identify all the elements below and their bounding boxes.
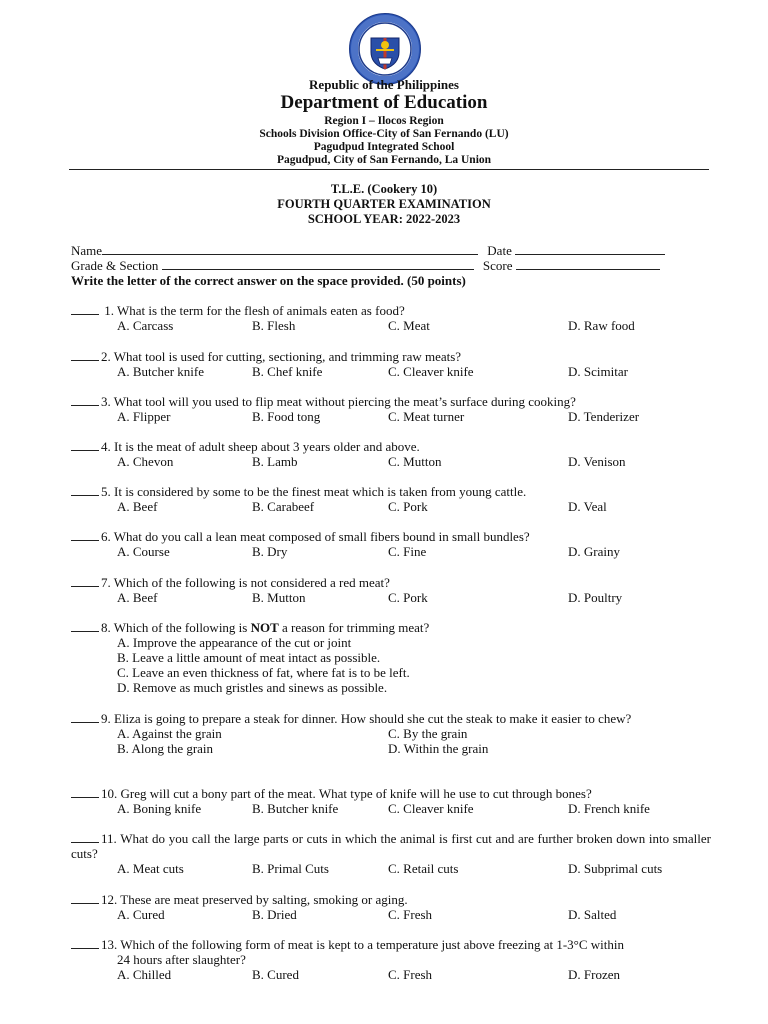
option-b: B. Dry: [252, 544, 288, 559]
answer-blank[interactable]: [71, 529, 99, 541]
question-12: 12. These are meat preserved by salting, smoking or aging. A. Cured B. Dried C. Fresh D. Salted: [71, 892, 711, 922]
option-a: A. Meat cuts: [117, 861, 184, 876]
school-line: Pagudpud Integrated School: [313, 141, 455, 153]
option-a: A. Improve the appearance of the cut or joint: [117, 635, 352, 650]
date-label: Date: [487, 243, 512, 258]
option-b: B. Dried: [252, 907, 297, 922]
option-d: D. Tenderizer: [568, 409, 640, 424]
grade-section-blank[interactable]: [162, 258, 474, 270]
option-a: A. Beef: [117, 499, 158, 514]
answer-blank[interactable]: [71, 620, 99, 632]
option-a: A. Beef: [117, 590, 158, 605]
option-a: A. Flipper: [117, 409, 171, 424]
option-b: B. Along the grain: [117, 741, 214, 756]
option-c: C. Pork: [388, 499, 428, 514]
answer-blank[interactable]: [71, 937, 99, 949]
option-d: D. Poultry: [568, 590, 623, 605]
grade-field-row: [71, 258, 660, 273]
region-line: Region I – Ilocos Region: [324, 115, 444, 127]
exam-title: FOURTH QUARTER EXAMINATION: [277, 197, 491, 211]
option-c: C. Meat: [388, 318, 430, 333]
answer-blank[interactable]: [71, 786, 99, 798]
option-b: B. Carabeef: [252, 499, 315, 514]
answer-blank[interactable]: [71, 484, 99, 496]
option-a: A. Chilled: [117, 967, 172, 982]
school-year: SCHOOL YEAR: 2022-2023: [307, 212, 461, 226]
question-10: 10. Greg will cut a bony part of the meat. What type of knife will he use to cut through bones? A. Boning knife B. Butcher knife C. Cleaver knife D. French knife: [71, 786, 711, 816]
option-b: B. Butcher knife: [252, 801, 339, 816]
question-4: 4. It is the meat of adult sheep about 3 years older and above. A. Chevon B. Lamb C. Mutton D. Venison: [71, 439, 711, 469]
name-blank[interactable]: [102, 243, 478, 255]
address-line: Pagudpud, City of San Fernando, La Union: [276, 154, 492, 166]
question-5: 5. It is considered by some to be the finest meat which is taken from young cattle. A. Beef B. Carabeef C. Pork D. Veal: [71, 484, 711, 514]
option-a: A. Course: [117, 544, 170, 559]
department-title: Department of Education: [280, 92, 488, 113]
answer-blank[interactable]: [71, 303, 99, 315]
question-8: 8. Which of the following is NOT a reason for trimming meat? A. Improve the appearance of the cut or joint B. Leave a little amount of meat intact as possible. C. Leave an even thickness of fat, where fat is to be left. D. Remove as much gristles and sinews as possible.: [71, 620, 711, 695]
answer-blank[interactable]: [71, 575, 99, 587]
score-blank[interactable]: [516, 258, 660, 270]
instruction-text: Write the letter of the correct answer on the space provided. (50 points): [71, 273, 466, 288]
exam-subject: T.L.E. (Cookery 10): [330, 182, 438, 196]
option-c: C. Cleaver knife: [388, 801, 474, 816]
republic-heading: Republic of the Philippines: [309, 77, 459, 92]
option-c: C. Cleaver knife: [388, 364, 474, 379]
option-d: D. Veal: [568, 499, 607, 514]
option-d: D. Frozen: [568, 967, 620, 982]
option-d: D. Raw food: [568, 318, 635, 333]
option-c: C. Leave an even thickness of fat, where fat is to be left.: [117, 665, 410, 680]
name-label: Name: [71, 243, 103, 258]
question-6: 6. What do you call a lean meat composed of small fibers bound in small bundles? A. Course B. Dry C. Fine D. Grainy: [71, 529, 711, 559]
question-9: 9. Eliza is going to prepare a steak for dinner. How should she cut the steak to make it easier to chew? A. Against the grain C. By the grain B. Along the grain D. Within the grain: [71, 711, 711, 756]
option-d: D. Within the grain: [388, 741, 489, 756]
option-d: D. Subprimal cuts: [568, 861, 663, 876]
answer-blank[interactable]: [71, 711, 99, 723]
option-a: A. Against the grain: [117, 726, 222, 741]
answer-blank[interactable]: [71, 394, 99, 406]
option-b: B. Leave a little amount of meat intact as possible.: [117, 650, 381, 665]
name-field-row: [71, 243, 665, 258]
option-b: B. Lamb: [252, 454, 298, 469]
option-b: B. Mutton: [252, 590, 306, 605]
option-b: B. Food tong: [252, 409, 321, 424]
answer-blank[interactable]: [71, 439, 99, 451]
option-d: D. Venison: [568, 454, 626, 469]
question-2: 2. What tool is used for cutting, sectioning, and trimming raw meats? A. Butcher knife B. Chef knife C. Cleaver knife D. Scimitar: [71, 349, 711, 379]
option-c: C. Fresh: [388, 967, 433, 982]
option-b: B. Chef knife: [252, 364, 323, 379]
option-b: B. Cured: [252, 967, 299, 982]
option-c: C. Retail cuts: [388, 861, 459, 876]
question-1: 1. What is the term for the flesh of animals eaten as food? A. Carcass B. Flesh C. Meat D. Raw food: [71, 303, 711, 333]
option-c: C. By the grain: [388, 726, 468, 741]
option-c: C. Meat turner: [388, 409, 465, 424]
option-b: B. Flesh: [252, 318, 296, 333]
option-a: A. Cured: [117, 907, 165, 922]
answer-blank[interactable]: [71, 349, 99, 361]
question-3: 3. What tool will you used to flip meat without piercing the meat’s surface during cooking? A. Flipper B. Food tong C. Meat turner D. Tenderizer: [71, 394, 711, 424]
option-d: D. Salted: [568, 907, 617, 922]
option-d: D. Scimitar: [568, 364, 628, 379]
option-d: D. Remove as much gristles and sinews as possible.: [117, 680, 388, 695]
option-a: A. Butcher knife: [117, 364, 205, 379]
grade-section-label: Grade & Section: [71, 258, 159, 273]
option-c: C. Mutton: [388, 454, 442, 469]
answer-blank[interactable]: [71, 831, 99, 843]
option-d: D. French knife: [568, 801, 650, 816]
option-a: A. Boning knife: [117, 801, 202, 816]
option-c: C. Fresh: [388, 907, 433, 922]
option-a: A. Chevon: [117, 454, 174, 469]
division-line: Schools Division Office-City of San Fernando (LU): [259, 128, 509, 140]
answer-blank[interactable]: [71, 892, 99, 904]
option-c: C. Pork: [388, 590, 428, 605]
option-d: D. Grainy: [568, 544, 620, 559]
option-a: A. Carcass: [117, 318, 174, 333]
question-13: 13. Which of the following form of meat is kept to a temperature just above freezing at 1-3°C within 24 hours after slaughter? A. Chilled B. Cured C. Fresh D. Frozen: [71, 937, 711, 982]
header-divider: [69, 169, 709, 170]
date-blank[interactable]: [515, 243, 665, 255]
score-label: Score: [482, 258, 513, 273]
option-c: C. Fine: [388, 544, 427, 559]
question-7: 7. Which of the following is not considered a red meat? A. Beef B. Mutton C. Pork D. Poultry: [71, 575, 711, 605]
deped-seal-logo: [348, 12, 422, 86]
question-11: 11. What do you call the large parts or cuts in which the animal is first cut and are further broken down into smaller cuts? A. Meat cuts B. Primal Cuts C. Retail cuts D. Subprimal cuts: [71, 831, 712, 876]
option-b: B. Primal Cuts: [252, 861, 329, 876]
